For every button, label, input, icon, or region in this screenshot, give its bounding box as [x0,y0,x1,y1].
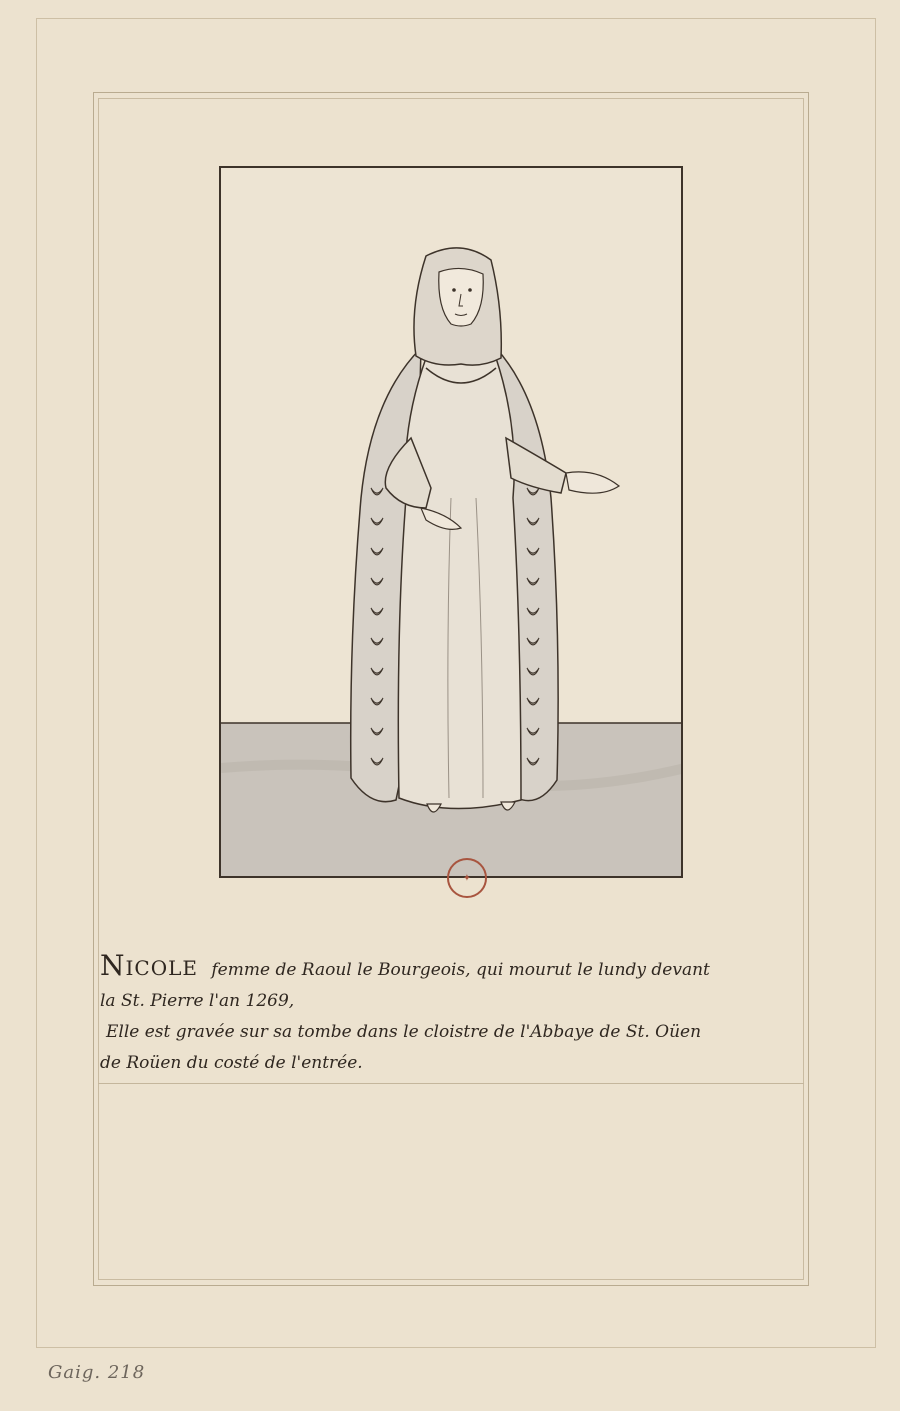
illustration-frame [219,166,683,878]
caption-line-2: la St. Pierre l'an 1269, [100,991,295,1011]
shelfmark: Gaig. 218 [48,1362,146,1383]
caption-text [100,950,820,1079]
caption-text-1: femme de Raoul le Bourgeois, qui mourut le lundy devant [211,960,710,980]
woman-figure-drawing [221,168,683,878]
caption-line-3: Elle est gravée sur sa tombe dans le cloistre de l'Abbaye de St. Oüen [106,1022,702,1042]
caption-line-1 [100,950,820,986]
caption-line-4: de Roüen du costé de l'entrée. [100,1053,363,1073]
caption-rule [98,1083,804,1084]
subject-name: NICOLE [100,949,198,982]
library-stamp: ✦ [447,858,487,898]
